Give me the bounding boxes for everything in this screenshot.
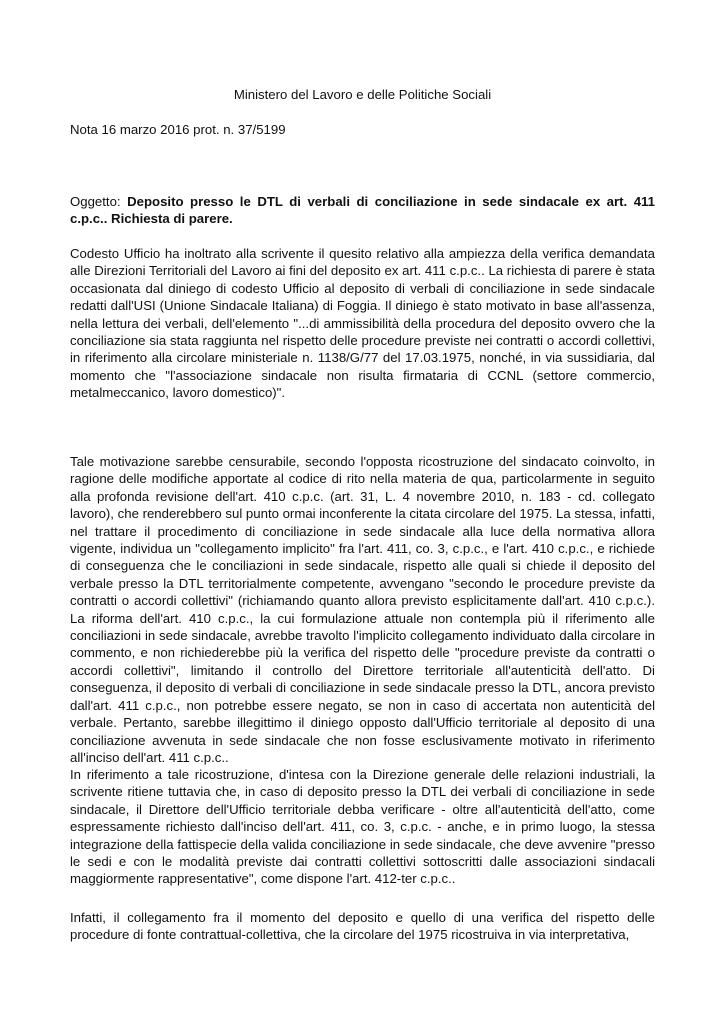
body-paragraph: In riferimento a tale ricostruzione, d'intesa con la Direzione generale delle relazioni industriali, la scrivente ritiene tuttavia che, in caso di deposito presso la DTL dei verbali di conciliazione in sede sindacale, il Direttore dell'Ufficio territoriale debba verificare - oltre all'autenticità dell'atto, come espressamente richiesto dall'inciso dell'art. 411, co. 3, c.p.c. - anche, e in primo luogo, la stessa integrazione della fattispecie della valida conciliazione in sede sindacale, che deve avvenire "presso le sedi e con le modalità previste dai contratti collettivi sottoscritti dalle associazioni sindacali maggiormente rappresentative", come dispone l'art. 412-ter c.p.c.. (70, 767, 655, 887)
body-paragraph: Infatti, il collegamento fra il momento del deposito e quello di una verifica del rispetto delle procedure di fonte contrattual-collettiva, che la circolare del 1975 ricostruiva in via interpretativa, (70, 910, 655, 943)
note-reference: Nota 16 marzo 2016 prot. n. 37/5199 (70, 122, 286, 137)
subject-text: Deposito presso le DTL di verbali di conciliazione in sede sindacale ex art. 411 c.p.c.. Richiesta di parere. (70, 194, 655, 227)
subject-line (70, 193, 655, 228)
ministry-heading: Ministero del Lavoro e delle Politiche Sociali (233, 87, 492, 102)
body-paragraph: Tale motivazione sarebbe censurabile, secondo l'opposta ricostruzione del sindacato coinvolto, in ragione delle modifiche apportate al codice di rito nella materia de qua, particolarmente in seguito alla profonda revisione dell'art. 410 c.p.c. (art. 31, L. 4 novembre 2010, n. 183 - cd. collegato lavoro), che renderebbero sul punto ormai inconferente la citata circolare del 1975. La stessa, infatti, nel trattare il procedimento di conciliazione in sede sindacale alla luce della normativa allora vigente, individua un "collegamento implicito" fra l'art. 411, co. 3, c.p.c., e l'art. 410 c.p.c., e richiede di conseguenza che le conciliazioni in sede sindacale, rispetto alle quali si chiede il deposito del verbale presso la DTL territorialmente competente, avvengano "secondo le procedure previste da contratti o accordi collettivi" (richiamando quanto allora previsto esplicitamente dall'art. 410 c.p.c.). La riforma dell'art. 410 c.p.c., la cui formulazione attuale non contempla più il riferimento alle conciliazioni in sede sindacale, avrebbe travolto l'implicito collegamento individuato dalla circolare in commento, e non richiederebbe più la verifica del rispetto delle "procedure previste da contratti o accordi collettivi", limitando il controllo del Direttore territoriale all'autenticità dell'atto. Di conseguenza, il deposito di verbali di conciliazione in sede sindacale presso la DTL, ancora previsto dall'art. 411 c.p.c., non potrebbe essere negato, se non in caso di accertata non autenticità del verbale. Pertanto, sarebbe illegittimo il diniego opposto dall'Ufficio territoriale al deposito di una conciliazione avvenuta in sede sindacale che non fosse esclusivamente motivato in riferimento all'inciso dell'art. 411 c.p.c.. (70, 454, 655, 765)
subject-label: Oggetto: (70, 194, 121, 209)
body-paragraph: Codesto Ufficio ha inoltrato alla scrivente il quesito relativo alla ampiezza della verifica demandata alle Direzioni Territoriali del Lavoro ai fini del deposito ex art. 411 c.p.c.. La richiesta di parere è stata occasionata dal diniego di codesto Ufficio al deposito di verbali di conciliazione in sede sindacale redatti dall'USI (Unione Sindacale Italiana) di Foggia. Il diniego è stato motivato in base all'assenza, nella lettura dei verbali, dell'elemento "...di ammissibilità della procedura del deposito ovvero che la conciliazione sia stata raggiunta nel rispetto delle procedure previste nei contratti o accordi collettivi, in riferimento alla circolare ministeriale n. 1138/G/77 del 17.03.1975, nonché, in via sussidiaria, dal momento che "l'associazione sindacale non risulta firmataria di CCNL (settore commercio, metalmeccanico, lavoro domestico)". (70, 246, 655, 401)
